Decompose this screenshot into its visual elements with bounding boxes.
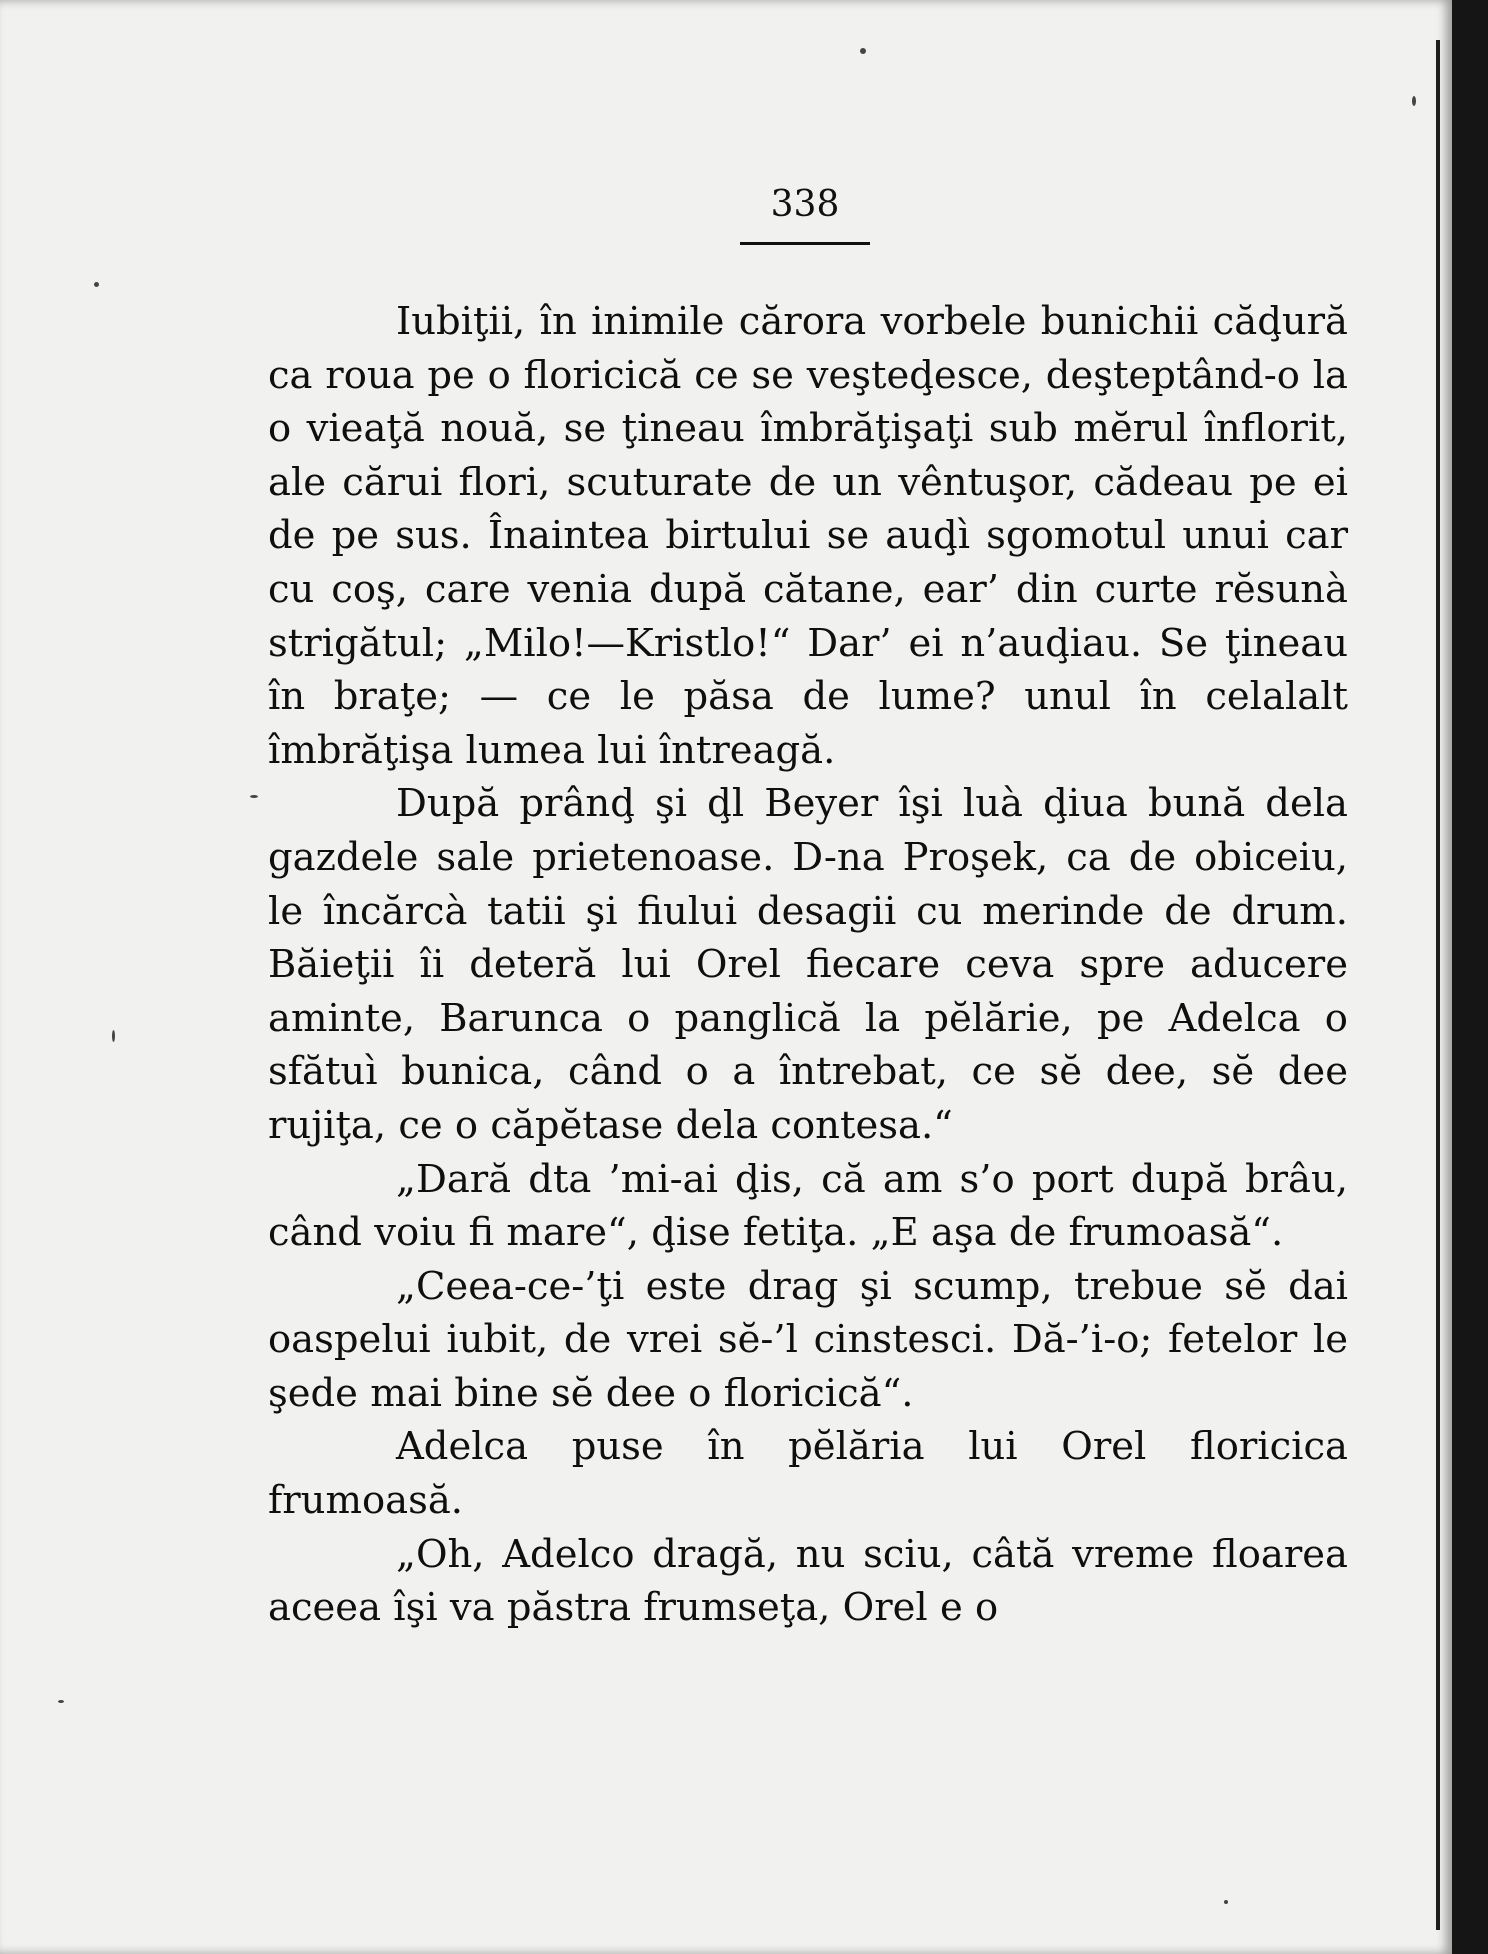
scan-speck [58, 1700, 64, 1703]
scan-speck [1412, 96, 1416, 106]
scan-border [1452, 0, 1488, 1954]
scan-speck [1224, 1900, 1228, 1904]
scan-speck [860, 48, 866, 54]
body-text [268, 295, 1348, 1635]
scan-speck [250, 795, 258, 798]
paragraph: „Dară dta ’mi-ai ḑis, că am s’o port după brâu, când voiu fi mare“, ḑise fetiţa. „E aşa de frumoasă“. [268, 1156, 1348, 1256]
page-edge-line [1436, 40, 1440, 1930]
scan-speck [112, 1030, 115, 1042]
paragraph: Iubiţii, în inimile cărora vorbele bunichii căḑură ca roua pe o floricică ce se veşteḑesce, deşteptând-o la o vieaţă nouă, se ţineau îmbrăţişaţi sub mĕrul înflorit, ale cărui flori, scuturate de un vêntuşor, cădeau pe ei de pe sus. Înaintea birtului se auḑì sgomotul unui car cu coş, care venia după cătane, ear’ din curte rĕsunà strigătul; „Milo!—Kristlo!“ Dar’ ei n’auḑiau. Se ţineau în braţe; — ce le păsa de lume? unul în celalalt îmbrăţişa lumea lui întreagă. [268, 299, 1348, 773]
paragraph: Adelca puse în pĕlăria lui Orel floricica frumoasă. [268, 1424, 1348, 1524]
paragraph: „Oh, Adelco dragă, nu sciu, câtă vreme floarea aceea îşi va păstra frumseţa, Orel e o [268, 1531, 1348, 1631]
scan-speck [94, 282, 99, 287]
page-number-rule [740, 242, 870, 245]
paragraph: După prânḑ şi ḑl Beyer îşi luà ḑiua bună dela gazdele sale prietenoase. D-na Proşek, ca de obiceiu, le încărcà tatii şi fiului desagii cu merinde de drum. Băieţii îi deteră lui Orel fiecare ceva spre aducere aminte, Barunca o panglică la pĕlărie, pe Adelca o sfătuì bunica, când o a întrebat, ce sĕ dee, sĕ dee rujiţa, ce o căpĕtase dela contesa.“ [268, 781, 1348, 1148]
page-number: 338 [770, 184, 840, 225]
paragraph: „Ceea-ce-’ţi este drag şi scump, trebue sĕ dai oaspelui iubit, de vrei sĕ-’l cinstesci. Dă-’i-o; fetelor le şede mai bine sĕ dee o floricică“. [268, 1263, 1348, 1416]
